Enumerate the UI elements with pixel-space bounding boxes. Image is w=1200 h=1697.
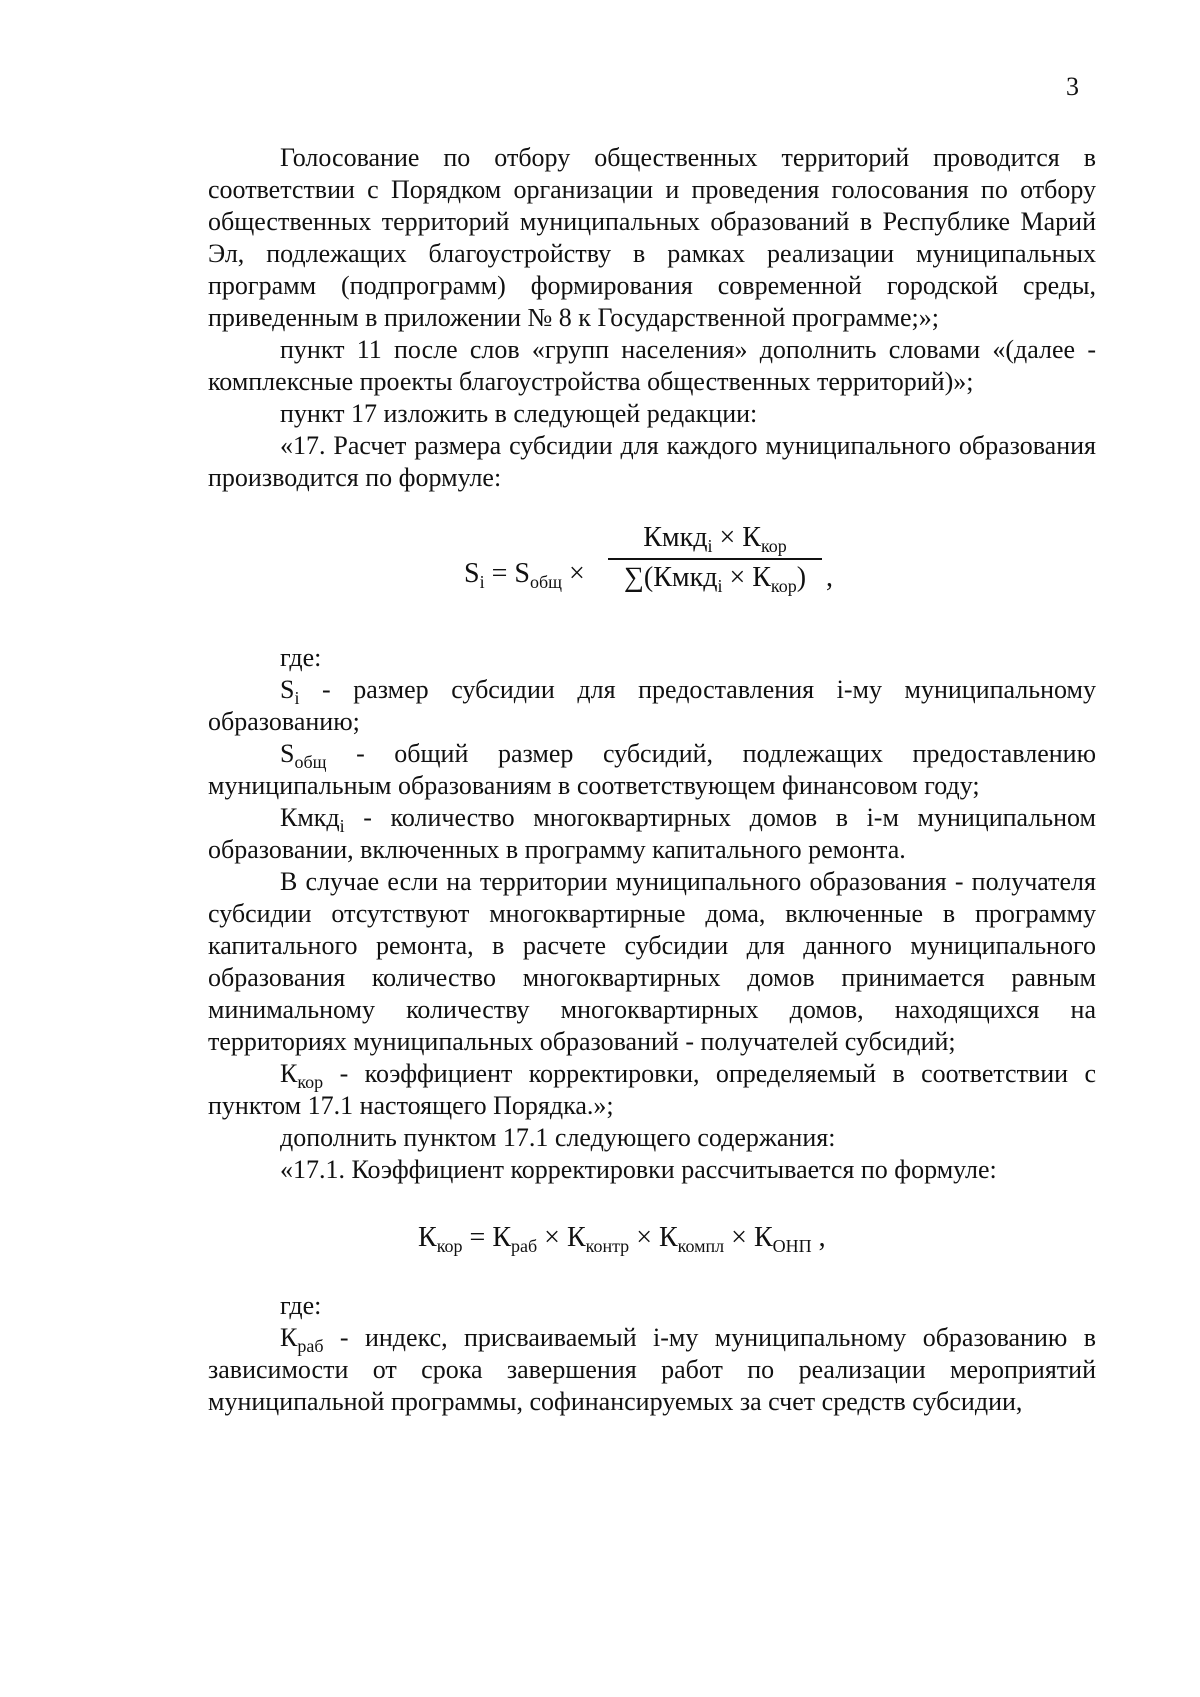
coefficient-equation: $К_{кор} = К_{раб} \times К_{контр} \times К_{компл} \times К_{ОНП}$ , [418,1222,826,1256]
formula-numerator: Кмкд$_i$ × $К_{кор}$ [643,522,787,556]
paragraph-voting: Голосование по отбору общественных территорий проводится в соответствии с Порядком организации и проведения голосования по отбору общественных территорий муниципальных образований в Республике Марий Эл, подлежащих благоустройству в рамках реализации муниципальных программ (подпрограмм) формирования современной городской среды, приведенным в приложении № 8 к Государственной программе;»; [208,143,1096,332]
definition-kkor: $К_{кор}$ - коэффициент корректировки, определяемый в соответствии с пунктом 17.1 настоящего Порядка.»; [208,1059,1096,1120]
formula-fraction [608,522,822,594]
where-label: где: [280,643,322,672]
definition-kmkd: Кмкд$_i$ - количество многоквартирных домов в i-м муниципальном образовании, включенных в программу капитального ремонта. [208,803,1096,864]
definition-krab: $К_{раб}$ - индекс, присваиваемый i-му муниципальному образованию в зависимости от срока завершения работ по реализации мероприятий муниципальной программы, софинансируемых за счет средств субсидии, [208,1323,1096,1416]
paragraph-17-intro: «17. Расчет размера субсидии для каждого муниципального образования производится по формуле: [208,431,1096,492]
coefficient-formula [208,1198,1096,1290]
paragraph-171-intro: «17.1. Коэффициент корректировки рассчитывается по формуле: [280,1155,997,1184]
definition-sobsch: $S_{общ}$ - общий размер субсидий, подлежащих предоставлению муниципальным образованиям в соответствующем финансовом году; [208,739,1096,800]
paragraph-case: В случае если на территории муниципального образования - получателя субсидии отсутствуют многоквартирные дома, включенные в программу капитального ремонта, в расчете субсидии для данного муниципального образования количество многоквартирных домов принимается равным минимальному количеству многоквартирных домов, находящихся на территориях муниципальных образований - получателей субсидий; [208,867,1096,1056]
paragraph-point-11: пункт 11 после слов «групп населения» дополнить словами «(далее - комплексные проекты благоустройства общественных территорий)»; [208,335,1096,396]
formula-lhs: $S_i = S_{общ}$ × [464,558,585,592]
document-body [208,142,1096,1418]
paragraph-point-17: пункт 17 изложить в следующей редакции: [280,399,758,428]
formula-comma: , [826,562,833,593]
paragraph-add-171: дополнить пунктом 17.1 следующего содержания: [280,1123,836,1152]
formula-denominator: ∑(Кмкд$_i$ × $К_{кор}$) [623,562,807,596]
where-label-2: где: [280,1291,322,1320]
definition-si: $S_i$ - размер субсидии для предоставления i-му муниципальному образованию; [208,675,1096,736]
subsidy-formula [208,512,1096,642]
page-number: 3 [1066,72,1079,101]
